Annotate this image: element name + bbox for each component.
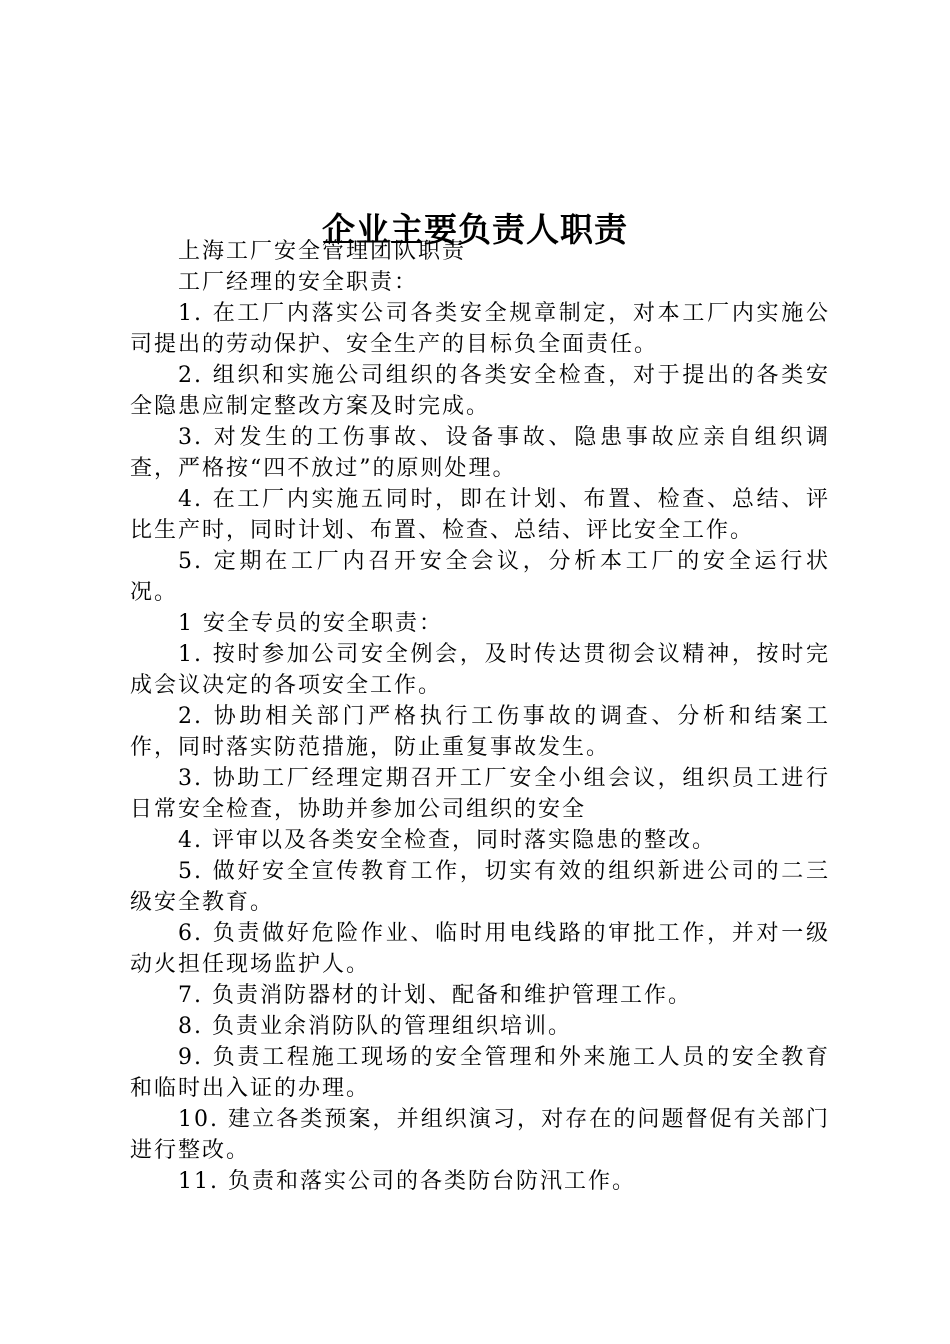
paragraph: 1. 按时参加公司安全例会，及时传达贯彻会议精神，按时完成会议决定的各项安全工作。 <box>130 642 830 698</box>
paragraph: 4. 在工厂内实施五同时，即在计划、布置、检查、总结、评比生产时，同时计划、布置、检查、总结、评比安全工作。 <box>130 487 830 543</box>
paragraph: 4. 评审以及各类安全检查，同时落实隐患的整改。 <box>178 828 716 853</box>
paragraph: 3. 协助工厂经理定期召开工厂安全小组会议，组织员工进行日常安全检查，协助并参加公司组织的安全 <box>130 766 830 822</box>
paragraph: 10. 建立各类预案，并组织演习，对存在的问题督促有关部门进行整改。 <box>130 1107 830 1163</box>
paragraph: 7. 负责消防器材的计划、配备和维护管理工作。 <box>178 983 692 1008</box>
paragraph: 1 安全专员的安全职责： <box>178 611 443 636</box>
paragraph: 6. 负责做好危险作业、临时用电线路的审批工作，并对一级动火担任现场监护人。 <box>130 921 830 977</box>
paragraph: 工厂经理的安全职责： <box>178 270 419 295</box>
paragraph: 1. 在工厂内落实公司各类安全规章制定，对本工厂内实施公司提出的劳动保护、安全生产的目标负全面责任。 <box>130 301 830 357</box>
document-title: 企业主要负责人职责 <box>322 210 628 250</box>
paragraph: 3. 对发生的工伤事故、设备事故、隐患事故应亲自组织调查，严格按“四不放过”的原则处理。 <box>130 425 830 481</box>
paragraph: 2. 协助相关部门严格执行工伤事故的调查、分析和结案工作，同时落实防范措施，防止重复事故发生。 <box>130 704 830 760</box>
paragraph: 5. 做好安全宣传教育工作，切实有效的组织新进公司的二三级安全教育。 <box>130 859 830 915</box>
paragraph: 上海工厂安全管理团队职责 <box>178 239 467 264</box>
paragraph: 8. 负责业余消防队的管理组织培训。 <box>178 1014 572 1039</box>
document-body <box>130 236 830 1197</box>
paragraph: 5. 定期在工厂内召开安全会议，分析本工厂的安全运行状况。 <box>130 549 830 605</box>
paragraph: 9. 负责工程施工现场的安全管理和外来施工人员的安全教育和临时出入证的办理。 <box>130 1045 830 1101</box>
paragraph: 2. 组织和实施公司组织的各类安全检查，对于提出的各类安全隐患应制定整改方案及时完成。 <box>130 363 830 419</box>
paragraph: 11. 负责和落实公司的各类防台防汛工作。 <box>178 1169 636 1194</box>
